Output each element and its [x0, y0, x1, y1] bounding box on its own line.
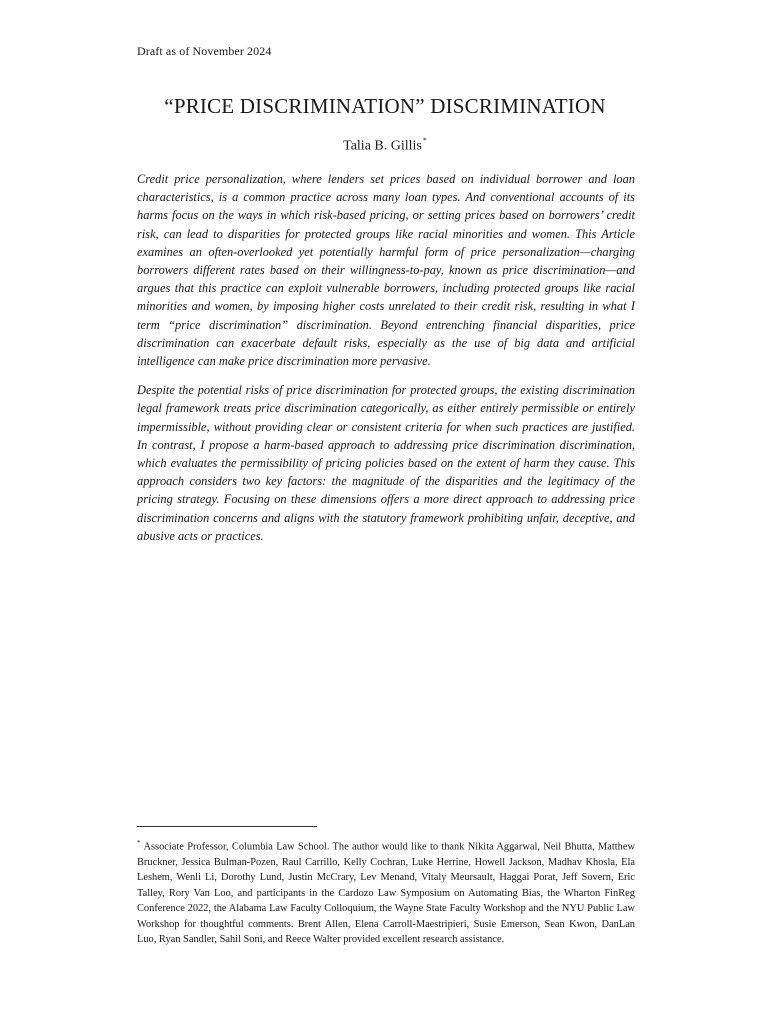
author-line: [0, 137, 770, 155]
abstract: [137, 170, 635, 556]
footnote-text: Associate Professor, Columbia Law School. The author would like to thank Nikita Aggarwal, Neil Bhutta, Matthew Bruckner, Jessica Bulman-Pozen, Raul Carrillo, Kelly Cochran, Luke Herrine, Howell Jackson, Madhav Khosla, Ela Leshem, Wenli Li, Dorothy Lund, Justin McCrary, Lev Menand, Vitaly Meursault, Haggai Porat, Jeff Sovern, Eric Talley, Rory Van Loo, and participants in the Cardozo Law Symposium on Automating Bias, the Wharton FinReg Conference 2022, the Alabama Law Faculty Colloquium, the Wayne State Faculty Workshop and the NYU Public Law Workshop for thoughtful comments. Brent Allen, Elena Carroll-Maestripieri, Susie Emerson, Sean Kwon, DanLan Luo, Ryan Sandler, Sahil Soni, and Reece Walter provided excellent research assistance.: [137, 841, 635, 945]
paper-title: “PRICE DISCRIMINATION” DISCRIMINATION: [164, 94, 606, 118]
author-name: Talia B. Gillis: [343, 138, 422, 154]
footnote-divider: [137, 826, 317, 827]
draft-date-header: Draft as of November 2024: [137, 44, 272, 58]
abstract-paragraph-2: Despite the potential risks of price discrimination for protected groups, the existing discrimination legal framework treats price discrimination categorically, as either entirely permissible or entirely impermissible, without providing clear or consistent criteria for when such practices are justified. In contrast, I propose a harm-based approach to addressing price discrimination discrimination, which evaluates the permissibility of pricing policies based on the extent of harm they cause. This approach considers two key factors: the magnitude of the disparities and the legitimacy of the pricing strategy. Focusing on these dimensions offers a more direct approach to addressing price discrimination concerns and aligns with the statutory framework prohibiting unfair, deceptive, and abusive acts or practices.: [137, 383, 635, 543]
abstract-paragraph-1: Credit price personalization, where lenders set prices based on individual borrower and loan characteristics, is a common practice across many loan types. And conventional accounts of its harms focus on the ways in which risk-based pricing, or setting prices based on borrowers’ credit risk, can lead to disparities for protected groups like racial minorities and women. This Article examines an often-overlooked yet potentially harmful form of price personalization—charging borrowers different rates based on their willingness-to-pay, known as price discrimination—and argues that this practice can exploit vulnerable borrowers, including protected groups like racial minorities and women, by imposing higher costs unrelated to their credit risk, resulting in what I term “price discrimination” discrimination. Beyond entrenching financial disparities, price discrimination can exacerbate default risks, especially as the use of big data and artificial intelligence can make price discrimination more pervasive.: [137, 172, 635, 369]
author-footnote-marker[interactable]: *: [422, 136, 427, 145]
footnote-marker: *: [137, 839, 141, 847]
footnote: [137, 836, 635, 947]
